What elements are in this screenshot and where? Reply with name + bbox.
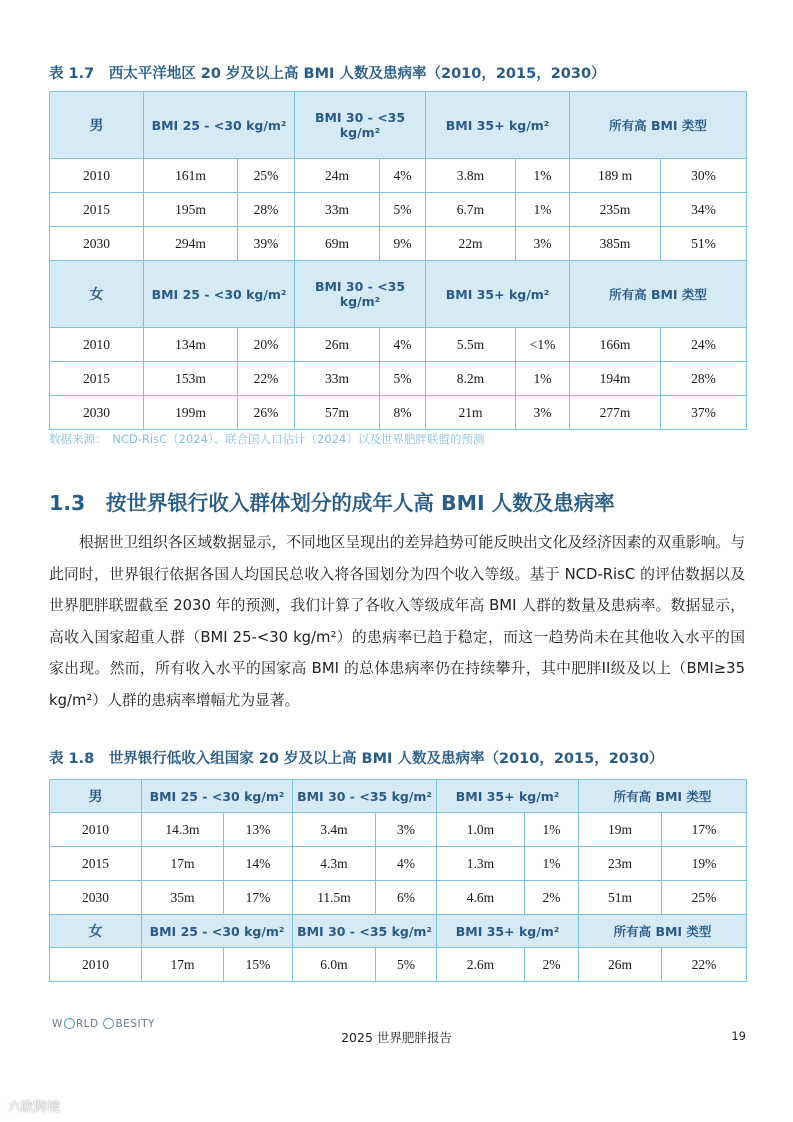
value-cell: 25% [662,881,747,915]
world-obesity-logo: W RLD BESITY [52,1018,155,1030]
table-row [50,881,747,915]
table-row [50,948,747,982]
year-cell: 2010 [50,948,142,982]
value-cell: 9% [380,227,426,261]
value-cell: 5% [376,948,437,982]
year-cell: 2015 [50,193,144,227]
value-cell: 235m [570,193,661,227]
watermark: 六欧跨境 [8,1100,61,1115]
value-cell: 385m [570,227,661,261]
year-cell: 2015 [50,847,142,881]
bmi-category-header: 所有高 BMI 类型 [570,261,747,328]
footer-title: 2025 世界肥胖报告 [341,1030,452,1045]
value-cell: 34% [661,193,747,227]
table-row [50,847,747,881]
bmi-category-header: BMI 35+ kg/m² [437,780,579,813]
table-header-row [50,92,747,159]
value-cell: 4.3m [293,847,376,881]
value-cell: 195m [144,193,238,227]
page-number: 19 [731,1029,746,1043]
bmi-category-header: BMI 25 - <30 kg/m² [142,915,293,948]
bmi-category-header: 所有高 BMI 类型 [579,915,747,948]
year-cell: 2010 [50,813,142,847]
value-cell: 30% [661,159,747,193]
table-row [50,159,747,193]
bmi-category-header: BMI 30 - <35 kg/m² [295,261,426,328]
bmi-category-header: BMI 35+ kg/m² [426,261,570,328]
bmi-category-header: BMI 25 - <30 kg/m² [144,261,295,328]
year-cell: 2030 [50,227,144,261]
bmi-category-header: BMI 30 - <35 kg/m² [295,92,426,159]
value-cell: 26% [238,396,295,430]
value-cell: 28% [238,193,295,227]
bmi-category-header: BMI 35+ kg/m² [426,92,570,159]
value-cell: 2% [525,948,579,982]
value-cell: 1.0m [437,813,525,847]
value-cell: 22% [238,362,295,396]
value-cell: 24% [661,328,747,362]
value-cell: 199m [144,396,238,430]
value-cell: 3% [516,396,570,430]
value-cell: 24m [295,159,380,193]
table-1-7-caption: 表 1.7 西太平洋地区 20 岁及以上高 BMI 人数及患病率（2010，2015，2030） [49,66,606,82]
year-cell: 2015 [50,362,144,396]
value-cell: 25% [238,159,295,193]
table-header-row [50,780,747,813]
bmi-category-header: BMI 30 - <35 kg/m² [293,780,437,813]
table-1-8 [49,779,747,982]
table-1-8-caption: 表 1.8 世界银行低收入组国家 20 岁及以上高 BMI 人数及患病率（2010，2015，2030） [49,751,664,767]
value-cell: 2% [525,881,579,915]
year-cell: 2010 [50,328,144,362]
value-cell: 28% [661,362,747,396]
value-cell: 14% [224,847,293,881]
value-cell: 1% [516,159,570,193]
value-cell: 194m [570,362,661,396]
value-cell: 1% [525,847,579,881]
value-cell: 5% [380,362,426,396]
table-1-7 [49,91,747,430]
value-cell: 21m [426,396,516,430]
table-header-row [50,261,747,328]
year-cell: 2010 [50,159,144,193]
value-cell: 1% [516,193,570,227]
value-cell: 17m [142,847,224,881]
value-cell: 134m [144,328,238,362]
value-cell: 1.3m [437,847,525,881]
value-cell: 5% [380,193,426,227]
value-cell: 17m [142,948,224,982]
value-cell: 3.8m [426,159,516,193]
value-cell: 1% [525,813,579,847]
value-cell: 2.6m [437,948,525,982]
value-cell: 8% [380,396,426,430]
value-cell: 161m [144,159,238,193]
value-cell: 51% [661,227,747,261]
table-row [50,328,747,362]
value-cell: <1% [516,328,570,362]
table-source: 数据来源： NCD-RisC（2024）、联合国人口估计（2024）以及世界肥胖联盟的预测 [49,432,485,446]
value-cell: 26m [579,948,662,982]
bmi-category-header: 所有高 BMI 类型 [579,780,747,813]
section-title: 1.3 按世界银行收入群体划分的成年人高 BMI 人数及患病率 [49,491,615,515]
value-cell: 8.2m [426,362,516,396]
body-paragraph: 根据世卫组织各区域数据显示，不同地区呈现出的差异趋势可能反映出文化及经济因素的双重影响。与此同时，世界银行依据各国人均国民总收入将各国划分为四个收入等级。基于 NCD-RisC 的评估数据以及世界肥胖联盟截至 2030 年的预测，我们计算了各收入等级成年高 BMI 人群的数量及患病率。数据显示，高收入国家超重人群（BMI 25-<30 kg/m²）的患病率已趋于稳定，而这一趋势尚未在其他收入水平的国家出现。然而，所有收入水平的国家高 BMI 的总体患病率仍在持续攀升，其中肥胖II级及以上（BMI≥35 kg/m²）人群的患病率增幅尤为显著。 [49,534,745,709]
value-cell: 3% [516,227,570,261]
value-cell: 4.6m [437,881,525,915]
value-cell: 3.4m [293,813,376,847]
value-cell: 51m [579,881,662,915]
table-row [50,813,747,847]
bmi-category-header: BMI 35+ kg/m² [437,915,579,948]
year-cell: 2030 [50,396,144,430]
value-cell: 1% [516,362,570,396]
value-cell: 4% [376,847,437,881]
value-cell: 14.3m [142,813,224,847]
value-cell: 39% [238,227,295,261]
table-row [50,362,747,396]
value-cell: 6% [376,881,437,915]
value-cell: 33m [295,362,380,396]
table-row [50,193,747,227]
sex-header: 男 [50,92,144,159]
value-cell: 15% [224,948,293,982]
table-row [50,227,747,261]
value-cell: 35m [142,881,224,915]
value-cell: 57m [295,396,380,430]
value-cell: 294m [144,227,238,261]
value-cell: 189 m [570,159,661,193]
value-cell: 19m [579,813,662,847]
value-cell: 6.0m [293,948,376,982]
value-cell: 22% [662,948,747,982]
value-cell: 19% [662,847,747,881]
table-row [50,396,747,430]
sex-header: 男 [50,780,142,813]
value-cell: 5.5m [426,328,516,362]
value-cell: 69m [295,227,380,261]
sex-header: 女 [50,915,142,948]
value-cell: 33m [295,193,380,227]
value-cell: 3% [376,813,437,847]
value-cell: 11.5m [293,881,376,915]
value-cell: 23m [579,847,662,881]
bmi-category-header: BMI 30 - <35 kg/m² [293,915,437,948]
sex-header: 女 [50,261,144,328]
bmi-category-header: BMI 25 - <30 kg/m² [142,780,293,813]
bmi-category-header: BMI 25 - <30 kg/m² [144,92,295,159]
value-cell: 4% [380,328,426,362]
value-cell: 153m [144,362,238,396]
year-cell: 2030 [50,881,142,915]
value-cell: 13% [224,813,293,847]
value-cell: 17% [224,881,293,915]
value-cell: 4% [380,159,426,193]
value-cell: 17% [662,813,747,847]
table-header-row [50,915,747,948]
value-cell: 20% [238,328,295,362]
bmi-category-header: 所有高 BMI 类型 [570,92,747,159]
value-cell: 26m [295,328,380,362]
value-cell: 277m [570,396,661,430]
value-cell: 22m [426,227,516,261]
value-cell: 166m [570,328,661,362]
value-cell: 37% [661,396,747,430]
value-cell: 6.7m [426,193,516,227]
